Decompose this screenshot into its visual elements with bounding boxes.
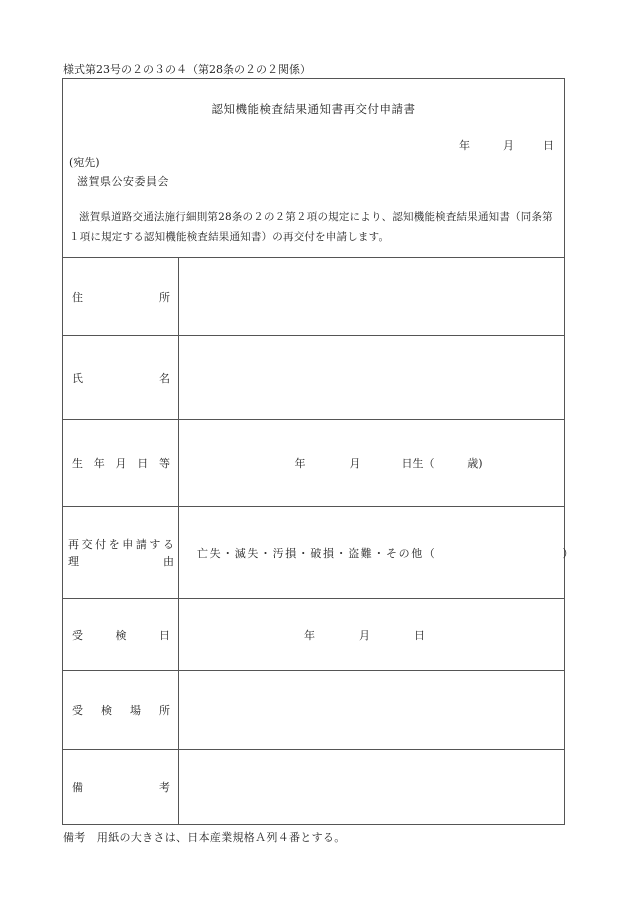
birth-row bbox=[63, 420, 564, 507]
birth-field[interactable] bbox=[179, 420, 564, 506]
address-label: 住 所 bbox=[72, 290, 170, 304]
application-statement: 滋賀県道路交通法施行細則第28条の２の２第２項の規定により、認知機能検査結果通知書（同条第１項に規定する認知機能検査結果通知書）の再交付を申請します。 bbox=[69, 211, 553, 243]
exam-date-label: 受 検 日 bbox=[72, 628, 170, 642]
date-month-label: 月 bbox=[503, 139, 514, 152]
address-field[interactable] bbox=[179, 258, 564, 335]
reason-row bbox=[63, 507, 575, 599]
notes-label: 備 考 bbox=[72, 781, 170, 794]
date-year-label: 年 bbox=[459, 139, 470, 152]
date-day-label: 日 bbox=[543, 139, 554, 152]
birth-year-label: 年 bbox=[294, 457, 306, 470]
notes-field[interactable] bbox=[179, 750, 564, 824]
reason-label: 再 交 付 を 申 請 す る 理 由 bbox=[68, 537, 174, 568]
form-number: 様式第23号の２の３の４（第28条の２の２関係） bbox=[63, 63, 311, 76]
addressee-committee: 滋賀県公安委員会 bbox=[77, 175, 169, 188]
exam-place-label: 受 検 場 所 bbox=[72, 704, 170, 717]
exam-date-field[interactable] bbox=[179, 599, 564, 670]
footer-remark: 備考 用紙の大きさは、日本産業規格Ａ列４番とする。 bbox=[63, 831, 346, 844]
exam-place-field[interactable] bbox=[179, 671, 564, 749]
application-date bbox=[426, 137, 554, 153]
birth-day-label: 日生（ bbox=[401, 457, 435, 470]
addressee-label: (宛先) bbox=[69, 156, 100, 169]
reason-options: 亡失・滅失・汚損・破損・盗難・その他（ ） bbox=[197, 546, 575, 560]
birth-label: 生 年 月 日 等 bbox=[72, 457, 170, 470]
name-label: 氏 名 bbox=[72, 371, 170, 385]
exam-date-row bbox=[63, 599, 564, 671]
application-form bbox=[62, 78, 575, 825]
form-header bbox=[63, 79, 564, 258]
exam-day-label: 日 bbox=[414, 628, 425, 642]
form-title: 認知機能検査結果通知書再交付申請書 bbox=[211, 102, 416, 116]
name-row bbox=[63, 336, 564, 420]
exam-place-row bbox=[63, 671, 564, 750]
notes-row bbox=[63, 750, 564, 824]
exam-year-label: 年 bbox=[304, 628, 315, 642]
birth-month-label: 月 bbox=[349, 457, 361, 470]
reason-field[interactable] bbox=[179, 507, 575, 598]
age-label: 歳) bbox=[467, 457, 483, 470]
name-field[interactable] bbox=[179, 336, 564, 419]
exam-month-label: 月 bbox=[359, 628, 370, 642]
address-row bbox=[63, 258, 564, 336]
